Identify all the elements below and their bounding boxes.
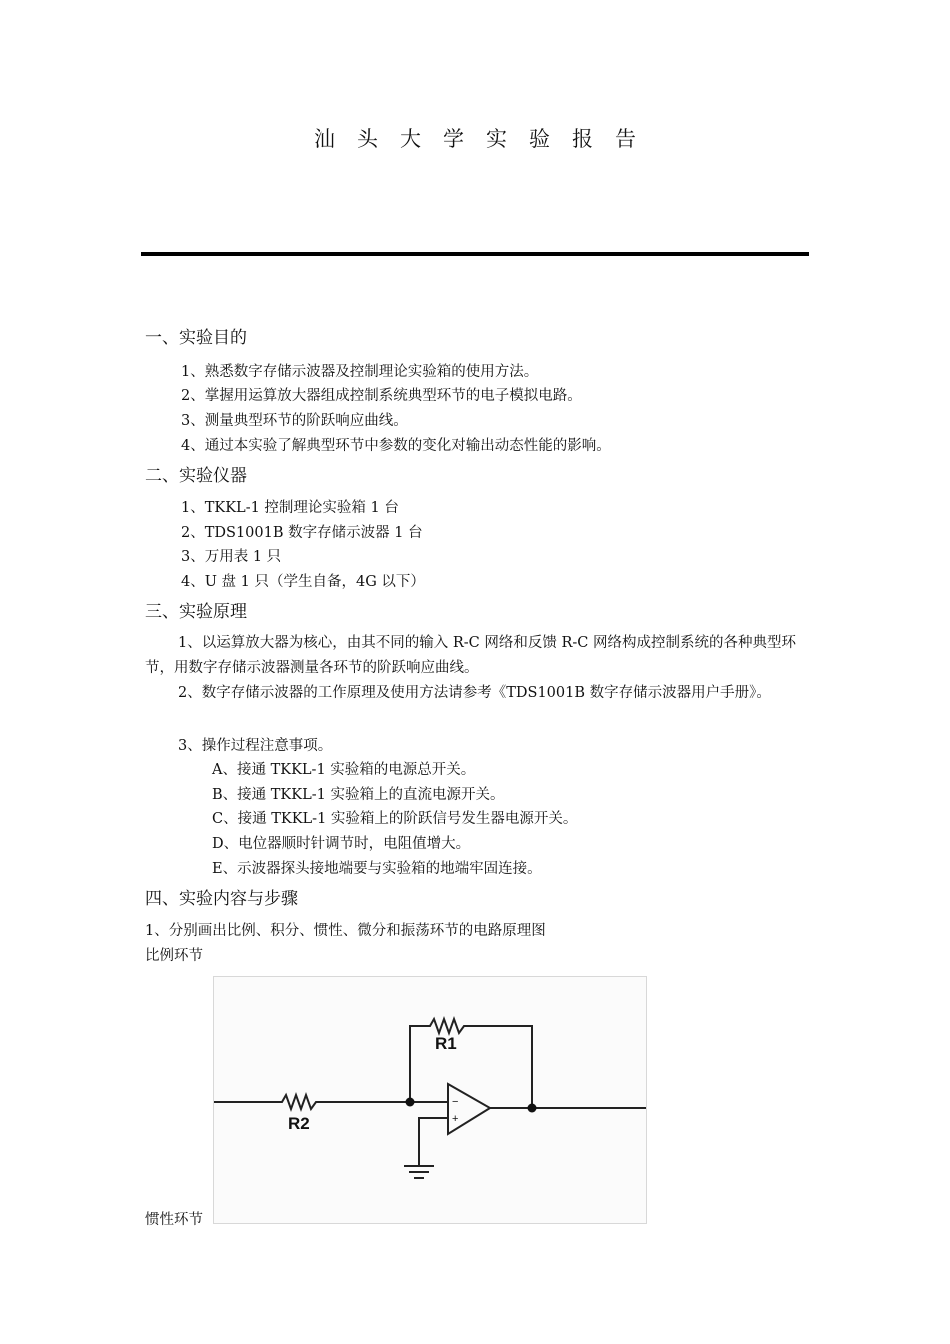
list-item: 2、掌握用运算放大器组成控制系统典型环节的电子模拟电路。: [181, 388, 582, 404]
resistor-r1: [410, 1019, 532, 1108]
junction-node: [406, 1098, 415, 1107]
title-divider: [141, 252, 809, 256]
proportional-circuit-figure: [213, 976, 647, 1224]
list-item: D、电位器顺时针调节时，电阻值增大。: [212, 836, 471, 852]
principle-paragraph-3: 3、操作过程注意事项。: [178, 738, 333, 754]
circuit-diagram: [214, 977, 646, 1223]
figure-label-inertial: 惯性环节: [145, 1212, 203, 1228]
list-item: B、接通 TKKL-1 实验箱上的直流电源开关。: [212, 787, 505, 803]
resistor-r2: [214, 1095, 410, 1109]
list-item: 2、TDS1001B 数字存储示波器 1 台: [181, 525, 423, 541]
section-heading-instruments: 二、实验仪器: [145, 466, 247, 486]
list-item: 4、通过本实验了解典型环节中参数的变化对输出动态性能的影响。: [181, 438, 611, 454]
list-item: C、接通 TKKL-1 实验箱上的阶跃信号发生器电源开关。: [212, 811, 578, 827]
junction-node: [528, 1104, 537, 1113]
section-heading-procedure: 四、实验内容与步骤: [145, 889, 298, 909]
list-item: 1、熟悉数字存储示波器及控制理论实验箱的使用方法。: [181, 364, 539, 380]
page-title: 汕头大学实验报告: [314, 127, 658, 151]
list-item: A、接通 TKKL-1 实验箱的电源总开关。: [212, 762, 476, 778]
list-item: 1、TKKL-1 控制理论实验箱 1 台: [181, 500, 399, 516]
step-text: 1、分别画出比例、积分、惯性、微分和振荡环节的电路原理图: [145, 923, 546, 939]
list-item: 3、万用表 1 只: [181, 549, 282, 565]
list-item: E、示波器探头接地端要与实验箱的地端牢固连接。: [212, 861, 542, 877]
list-item: 4、U 盘 1 只（学生自备，4G 以下）: [181, 574, 425, 590]
plus-sign: +: [452, 1113, 459, 1125]
minus-sign: −: [452, 1096, 459, 1108]
op-amp: [448, 1084, 490, 1134]
figure-label-proportional: 比例环节: [145, 948, 203, 964]
list-item: 3、测量典型环节的阶跃响应曲线。: [181, 413, 408, 429]
section-heading-purpose: 一、实验目的: [145, 328, 247, 348]
section-heading-principle: 三、实验原理: [145, 602, 247, 622]
principle-paragraph-2: 2、数字存储示波器的工作原理及使用方法请参考《TDS1001B 数字存储示波器用户手册》。: [178, 685, 771, 701]
r2-label: R2: [288, 1114, 310, 1133]
principle-paragraph-1: 1、以运算放大器为核心，由其不同的输入 R-C 网络和反馈 R-C 网络构成控制系统的各种典型环节，用数字存储示波器测量各环节的阶跃响应曲线。: [145, 635, 796, 676]
r1-label: R1: [435, 1034, 457, 1053]
